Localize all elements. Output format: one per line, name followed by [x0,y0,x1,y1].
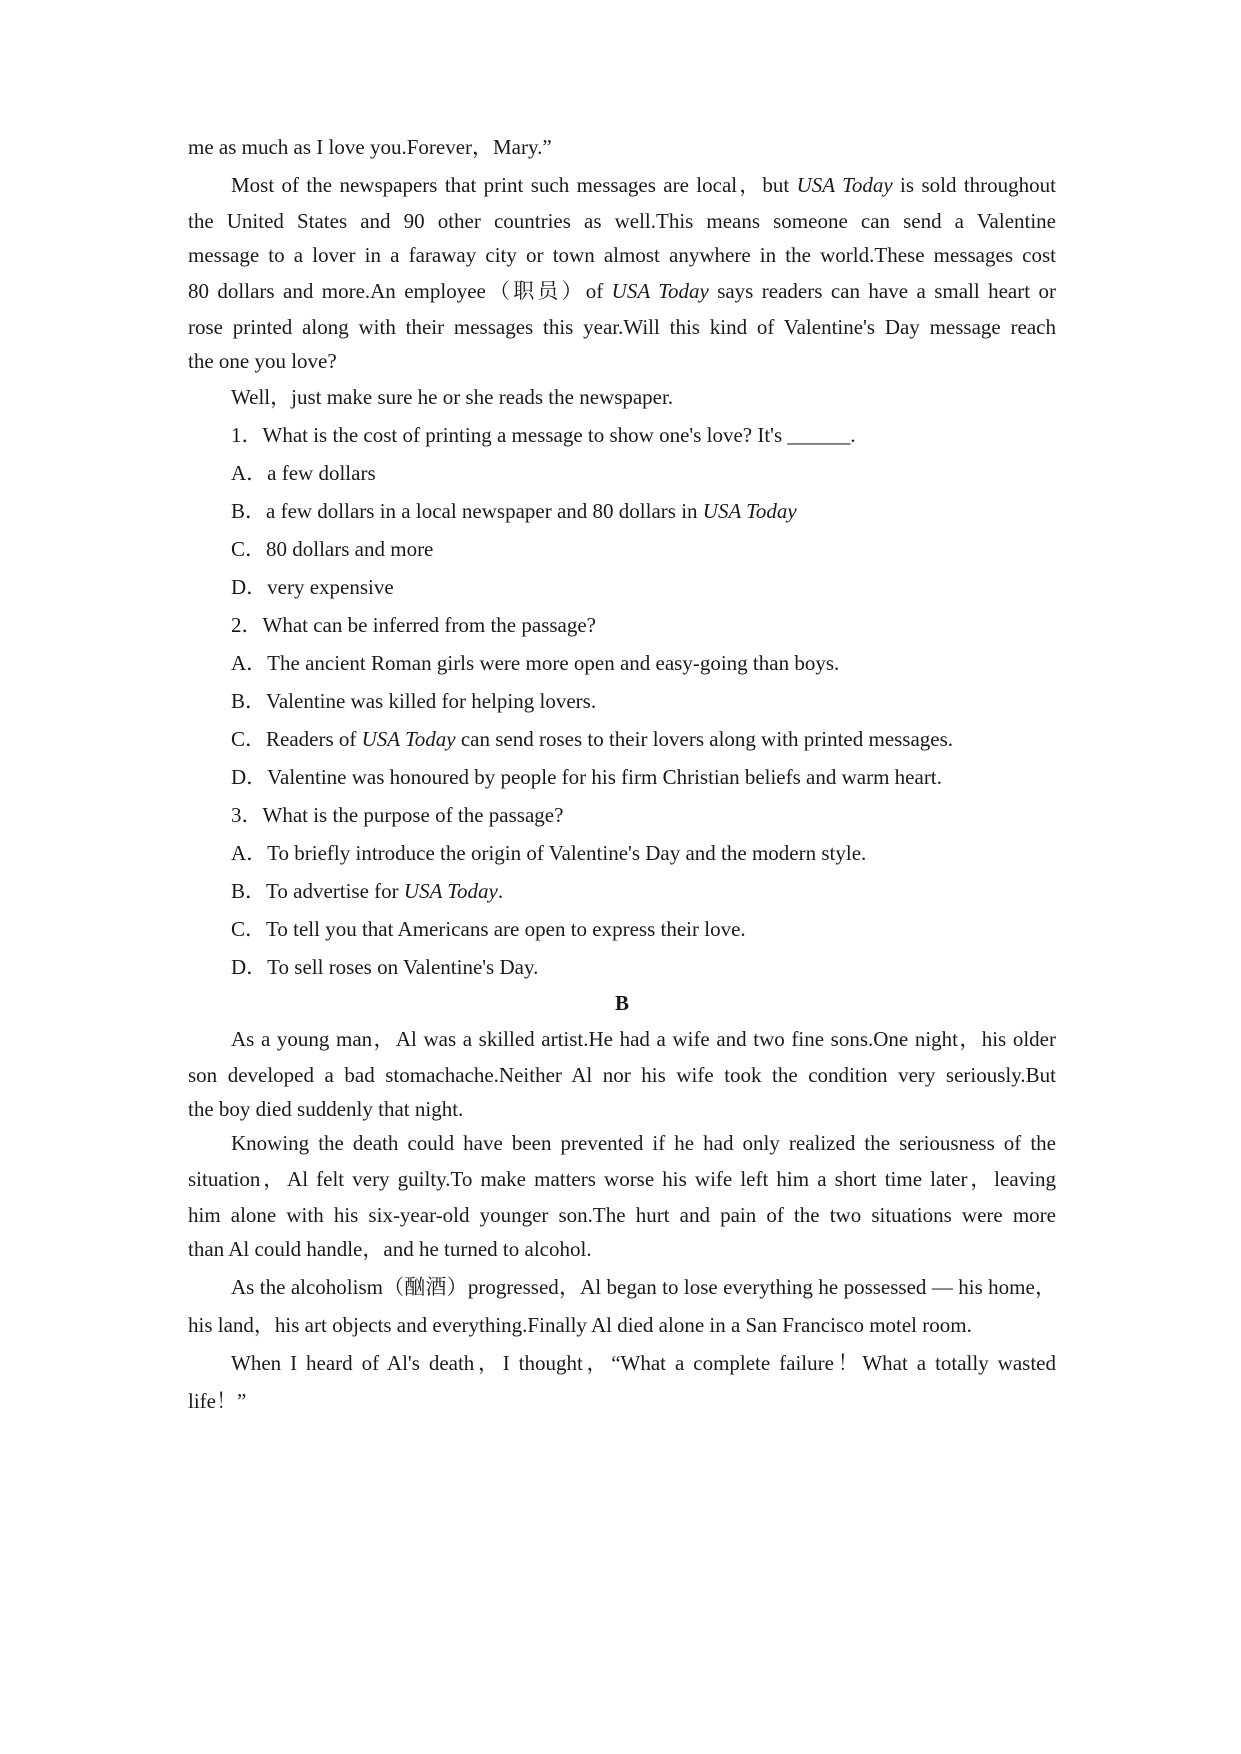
paragraph-line: son developed a bad stomachache.Neither Al nor his wife took the condition very seriously.But [188,1063,1056,1087]
answer-option: C．80 dollars and more [231,537,434,561]
answer-option: B．a few dollars in a local newspaper and 80 dollars in USA Today [231,499,797,523]
section-heading: B [614,991,629,1015]
answer-option: D．Valentine was honoured by people for his firm Christian beliefs and warm heart. [231,765,942,789]
newspaper-title: USA Today [361,727,456,751]
answer-option: A．The ancient Roman girls were more open and easy-going than boys. [231,651,840,675]
paragraph-line: Knowing the death could have been prevented if he had only realized the seriousness of the [231,1131,1056,1155]
question-stem: 2．What can be inferred from the passage? [231,613,596,637]
answer-option: D．very expensive [231,575,394,599]
question-stem: 3．What is the purpose of the passage? [231,803,564,827]
answer-option: B．Valentine was killed for helping lovers. [231,689,597,713]
paragraph-line: As a young man，Al was a skilled artist.He had a wife and two fine sons.One night，his older [231,1027,1056,1051]
paragraph-line: life！” [188,1389,247,1413]
paragraph-line: Well，just make sure he or she reads the newspaper. [231,385,674,409]
newspaper-title: USA Today [796,173,893,197]
paragraph-line: his land，his art objects and everything.Finally Al died alone in a San Francisco motel room. [188,1313,972,1337]
newspaper-title: USA Today [611,279,709,303]
paragraph-line: message to a lover in a faraway city or town almost anywhere in the world.These messages cost [188,243,1056,267]
question-stem: 1．What is the cost of printing a message to show one's love? It's ______. [231,423,856,447]
paragraph-line: the United States and 90 other countries as well.This means someone can send a Valentine [188,209,1056,233]
answer-option: D．To sell roses on Valentine's Day. [231,955,539,979]
paragraph-line: the one you love? [188,349,337,373]
newspaper-title: USA Today [403,879,498,903]
answer-option: C．Readers of USA Today can send roses to their lovers along with printed messages. [231,727,954,751]
paragraph-line: me as much as I love you.Forever，Mary.” [188,135,552,159]
answer-option: A．To briefly introduce the origin of Valentine's Day and the modern style. [231,841,867,865]
paragraph-line: the boy died suddenly that night. [188,1097,464,1121]
newspaper-title: USA Today [702,499,797,523]
paragraph-line: situation，Al felt very guilty.To make matters worse his wife left him a short time later，leaving [188,1167,1056,1191]
answer-option: C．To tell you that Americans are open to express their love. [231,917,746,941]
paragraph-line: him alone with his six-year-old younger son.The hurt and pain of the two situations were more [188,1203,1056,1227]
paragraph-line: When I heard of Al's death，I thought，“What a complete failure！What a totally wasted [231,1351,1056,1375]
paragraph-line: than Al could handle，and he turned to alcohol. [188,1237,592,1261]
answer-option: B．To advertise for USA Today. [231,879,504,903]
paragraph-line: 80 dollars and more.An employee（职员）of USA Today says readers can have a small heart or [188,279,1056,303]
paragraph-line: As the alcoholism（酗酒）progressed，Al began to lose everything he possessed — his home， [231,1275,1056,1299]
answer-option: A．a few dollars [231,461,376,485]
paragraph-line: Most of the newspapers that print such messages are local，but USA Today is sold throughout [231,173,1056,197]
paragraph-line: rose printed along with their messages this year.Will this kind of Valentine's Day message reach [188,315,1056,339]
